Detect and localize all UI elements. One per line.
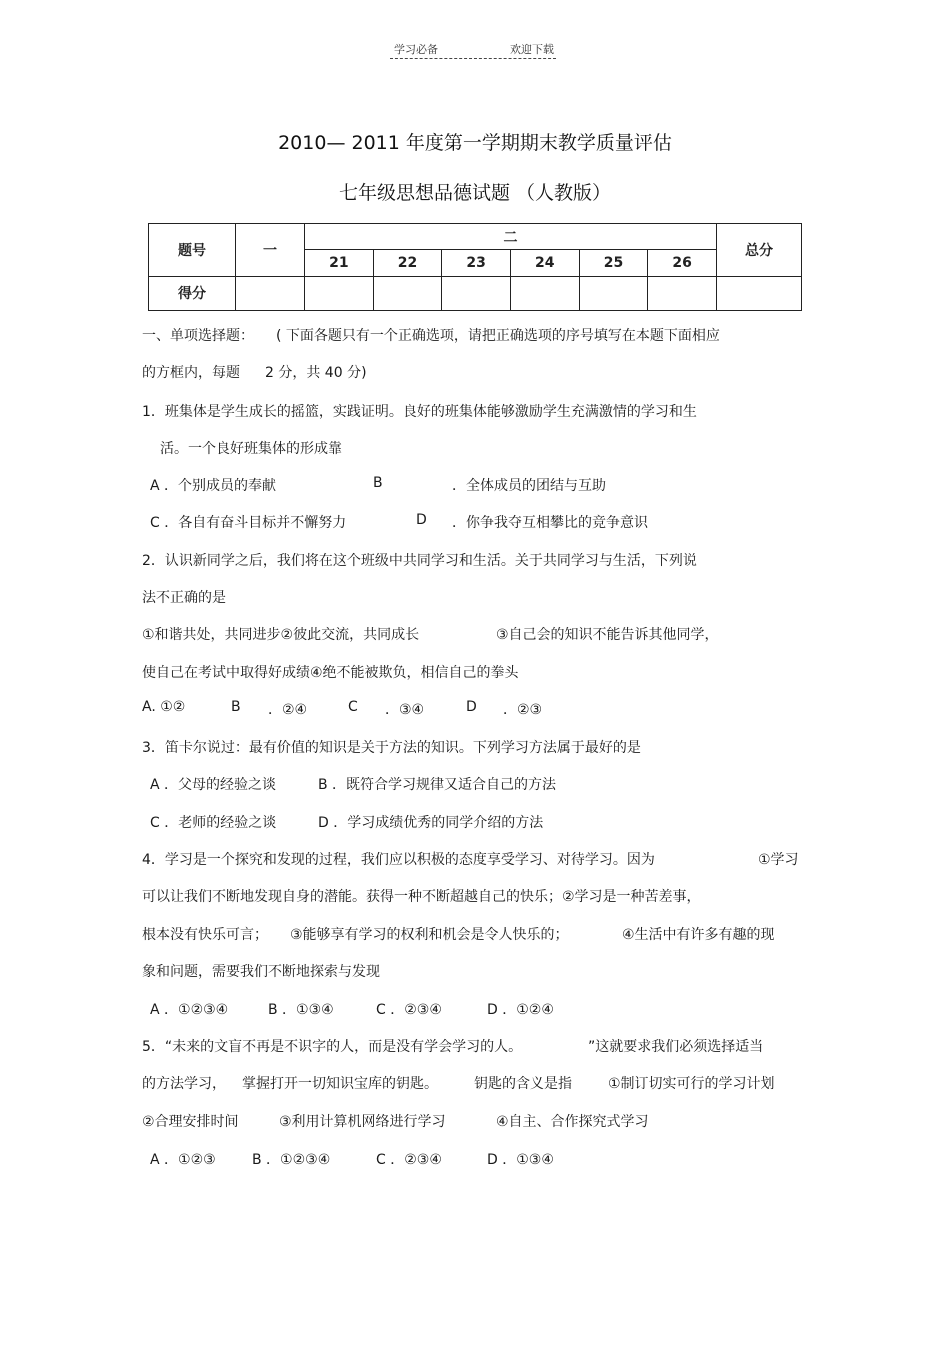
- q4-option-a: A ．①②③④: [150, 1002, 229, 1018]
- score-table-number: 22: [373, 250, 442, 276]
- q1-option-c: C ．各自有奋斗目标并不懈努力: [150, 515, 347, 531]
- header-right-text: 欢迎下载: [510, 43, 554, 56]
- q4-stem: 4．学习是一个探究和发现的过程，我们应以积极的态度享受学习、对待学习。因为: [142, 852, 655, 868]
- score-table-part-one: 一: [236, 224, 305, 277]
- score-table-number: 24: [510, 250, 579, 276]
- q1-stem: 活。一个良好班集体的形成靠: [160, 441, 342, 457]
- q5-stem: 钥匙的含义是指: [474, 1076, 572, 1092]
- q1-option-d: ．你争我夺互相攀比的竞争意识: [452, 515, 648, 531]
- score-cell: [648, 276, 717, 310]
- q4-stem: 可以让我们不断地发现自身的潜能。获得一种不断超越自己的快乐；②学习是一种苦差事，: [142, 889, 701, 905]
- q2-stem: 2．认识新同学之后，我们将在这个班级中共同学习和生活。关于共同学习与生活，下列说: [142, 553, 697, 569]
- q5-item: ③利用计算机网络进行学习: [279, 1114, 446, 1130]
- q4-stem: 根本没有快乐可言；: [142, 927, 268, 943]
- q2-option-a: A. ①②: [142, 699, 186, 715]
- q5-item: ④自主、合作探究式学习: [496, 1114, 649, 1130]
- score-cell: [442, 276, 511, 310]
- q5-stem: 掌握打开一切知识宝库的钥匙。: [242, 1076, 438, 1092]
- q1-stem: 1．班集体是学生成长的摇篮，实践证明。良好的班集体能够激励学生充满激情的学习和生: [142, 404, 697, 420]
- q5-option-d: D ．①③④: [487, 1152, 554, 1168]
- q1-option-a: A ．个别成员的奉献: [150, 478, 277, 494]
- q5-stem: ”这就要求我们必须选择适当: [588, 1039, 764, 1055]
- q1-option-b: ．全体成员的团结与互助: [452, 478, 606, 494]
- q5-option-a: A ．①②③: [150, 1152, 216, 1168]
- q2-option-d-letter: D: [466, 699, 477, 715]
- q2-option-c: ．③④: [385, 702, 425, 718]
- section-heading: 一、单项选择题：: [142, 328, 254, 344]
- score-cell: [717, 276, 802, 310]
- q4-option-b: B ．①③④: [268, 1002, 334, 1018]
- q4-stem: 象和问题，需要我们不断地探索与发现: [142, 964, 380, 980]
- score-table-score-label: 得分: [149, 276, 236, 310]
- q5-option-c: C ．②③④: [376, 1152, 442, 1168]
- score-table-part-two: 二: [305, 224, 717, 250]
- section-instruction: ( 下面各题只有一个正确选项，请把正确选项的序号填写在本题下面相应: [276, 328, 720, 344]
- score-cell: [305, 276, 374, 310]
- q4-option-c: C ．②③④: [376, 1002, 442, 1018]
- q4-stem: ①学习: [758, 852, 799, 868]
- q3-stem: 3．笛卡尔说过：最有价值的知识是关于方法的知识。下列学习方法属于最好的是: [142, 740, 641, 756]
- exam-title: 2010— 2011 年度第一学期期末教学质量评估: [278, 132, 672, 154]
- q3-option-c: C ．老师的经验之谈: [150, 815, 277, 831]
- q3-option-d: D ．学习成绩优秀的同学介绍的方法: [318, 815, 544, 831]
- q2-option-b-letter: B: [231, 699, 241, 715]
- exam-subtitle: 七年级思想品德试题 （人教版）: [338, 182, 612, 204]
- q5-stem: 5．“未来的文盲不再是不识字的人，而是没有学会学习的人。: [142, 1039, 523, 1055]
- q3-option-a: A ．父母的经验之谈: [150, 777, 277, 793]
- score-table-total-label: 总分: [717, 224, 802, 277]
- score-table-number: 21: [305, 250, 374, 276]
- score-cell: [579, 276, 648, 310]
- q2-item: ①和谐共处，共同进步②彼此交流，共同成长: [142, 627, 420, 643]
- page-header: [390, 40, 556, 59]
- q2-stem: 使自己在考试中取得好成绩④绝不能被欺负，相信自己的拳头: [142, 665, 519, 681]
- q2-stem: 法不正确的是: [142, 590, 226, 606]
- section-instruction: 2 分，共 40 分): [265, 365, 367, 381]
- q2-option-d: ．②③: [503, 702, 543, 718]
- score-table-number: 25: [579, 250, 648, 276]
- score-cell: [510, 276, 579, 310]
- score-table-question-label: 题号: [149, 224, 236, 277]
- score-cell: [236, 276, 305, 310]
- q2-option-b: ．②④: [268, 702, 308, 718]
- q3-option-b: B ．既符合学习规律又适合自己的方法: [318, 777, 557, 793]
- q1-option-b-letter: B: [373, 475, 383, 491]
- q4-stem: ④生活中有许多有趣的现: [622, 927, 775, 943]
- q5-stem: ①制订切实可行的学习计划: [608, 1076, 775, 1092]
- q4-stem: ③能够享有学习的权利和机会是令人快乐的；: [290, 927, 569, 943]
- section-instruction: 的方框内，每题: [142, 365, 240, 381]
- score-table-number: 26: [648, 250, 717, 276]
- q5-option-b: B ．①②③④: [252, 1152, 331, 1168]
- score-table-number: 23: [442, 250, 511, 276]
- q4-option-d: D ．①②④: [487, 1002, 554, 1018]
- header-left-text: 学习必备: [394, 43, 438, 56]
- q2-option-c-letter: C: [348, 699, 358, 715]
- score-cell: [373, 276, 442, 310]
- score-table: [148, 223, 802, 311]
- q5-stem: 的方法学习，: [142, 1076, 226, 1092]
- q2-item: ③自己会的知识不能告诉其他同学，: [496, 627, 719, 643]
- q1-option-d-letter: D: [416, 512, 427, 528]
- q5-item: ②合理安排时间: [142, 1114, 239, 1130]
